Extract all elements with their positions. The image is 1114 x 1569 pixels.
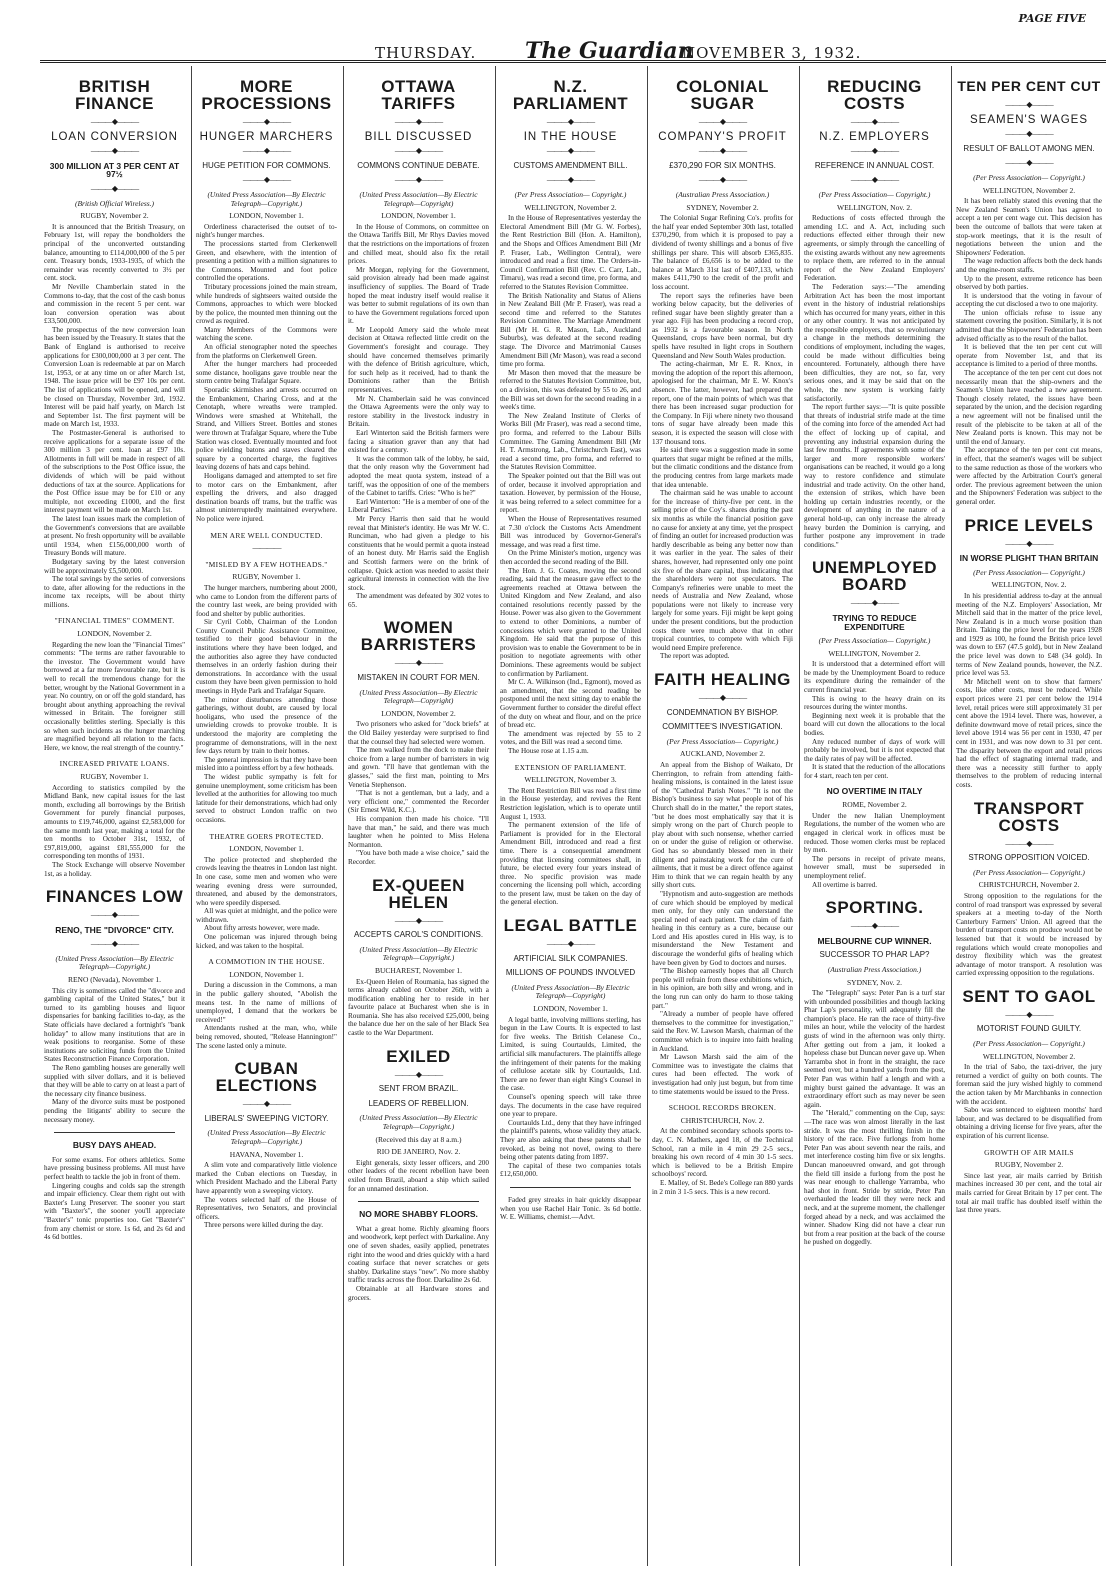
article-paragraph: At the combined secondary schools sports to-day, C. N. Mathers, aged 18, of the Technical School, ran a mile in 4 min 29 2-5 secs., breaking his own record of 4 min 30 1-5 secs. which is believed to be a British Empire schoolboys' record.: [652, 1127, 793, 1179]
article-paragraph: A legal battle, involving millions sterling, has begun in the Law Courts. It is expected to last for five weeks. The British Celanese Co., Limited, is suing Courtaulds, Limited, the artificial silk manufacturers. The plaintiffs allege the infringement of their patents for the making of cellulose acetate silk by Courtaulds, Ltd. There are no fewer than eight King's Counsel in the case.: [500, 1015, 641, 1093]
column-divider: [951, 66, 952, 1566]
article-subheading: TRYING TO REDUCE EXPENDITURE: [832, 612, 917, 632]
ornament-rule: ———◆———: [546, 117, 595, 126]
article-paragraph: Reductions of costs effected through the amending I.C. and A. Act, including such reductions effected either through their new agreements, or simply through the cancelling of the existing awards without any new agreements to replace them, are referred to in the annual report of the New Zealand Employers' Federation.: [804, 214, 945, 283]
dateline: WELLINGTON, November 2.: [982, 1051, 1076, 1061]
column-5: [652, 68, 793, 1563]
article-paragraph: The minor disturbances attending those gatherings, without doubt, are caused by local hooligans, who used the presence of the unwielding crowds to provoke trouble. It is understood the majority are completing the programme of demonstrations, will in the next few days return by train to their homes.: [196, 695, 337, 756]
article-subheading: LIBERALS' SWEEPING VICTORY.: [204, 1113, 329, 1123]
dateline: AUCKLAND, November 2.: [680, 749, 765, 759]
article-paragraph: "Hypnotism and auto-suggestion are methods of cure which should be employed by medical men only, for they only can understand the special need of each patient. The claim of faith healing in this century as a cure, because our Lord and His apostles cured in His way, is to misunderstand the New Testament and discourage the wonderful gifts of healing which have been given by God to doctors and nurses.: [652, 889, 793, 967]
article-paragraph: The report further says:—"It is quite possible that threats of industrial strife made at the time of the coming into force of the amended Act had the effect of locking up of capital, and preventing any industrial expansion during the last few months. If agreements with some of the larger and more responsible workers' organisations can be reached, it would go a long way to restore confidence and stimulate industrial and trade activity. On the other hand, the extension of strikes, which have been holding up certain industries recently, or the development of anything in the nature of a general hold-up, can only increase the already heavy burden the Dominion is carrying, and further postpone any improvement in trade conditions.": [804, 403, 945, 549]
article-headline: REDUCING COSTS: [827, 77, 922, 113]
ornament-rule: ———◆———: [90, 117, 139, 126]
article-paragraph: What a great home. Richly gleaming floors and woodwork, kept perfect with Darkaline. Any one of seven shades, easily applied, penetrates right into the wood and dries quickly with a hard coating surface that never scratches or gets shabby. Darkaline stays "new". No more shabby traffic tracks across the floor. Darkaline 2s 6d.: [348, 1224, 489, 1285]
article-paragraph: Mr N. Chamberlain said he was convinced the Ottawa Agreements were the only way to restore stability in the livestock industry in Britain.: [348, 394, 489, 429]
article-paragraph: The acceptance of the ten per cent cut does not necessarily mean that the ship-owners and the Seamen's Union have reached a new agreement. Though closely related, the issues have been separated by the union, and the decision regarding a new agreement will not be finalised until the result of the plebiscite to be taken at all of the New Zealand ports is known. This may not be until the end of January.: [956, 369, 1102, 446]
article-subheading: NO MORE SHABBY FLOORS.: [359, 1209, 478, 1220]
dateline: LONDON, November 1.: [381, 211, 456, 221]
article-paragraph: Ex-Queen Helen of Roumania, has signed the terms already cabled on October 26th, with a modification enabling her to reside in her favourite palace at Bucharest when she is in Roumania. She has also received £25,000, being the balance due her on the sale of her Black Sea castle to the War Department.: [348, 977, 489, 1038]
article-paragraph: "You have both made a wise choice," said the Recorder.: [348, 849, 489, 866]
article-paragraph: Budgetary saving by the latest conversion will be approximately £5,500,000.: [44, 557, 185, 575]
article-paragraph: Mr Percy Harris then said that he would reveal that Minister's identity. He was Mr W. C. Runciman, who had given a pledge to his constituents that he would permit a quota instead of an honest duty. Mr Harris said the English and Scottish farmers were on the brink of collapse. Quick action was needed to assist their agricultural interests in connection with the live stock.: [348, 514, 489, 592]
article-headline: UNEMPLOYED BOARD: [812, 558, 937, 595]
dateline: WELLINGTON, November 3.: [524, 775, 617, 785]
press-credit: (United Press Association—By Electric Telegraph—Copyright.): [359, 944, 478, 963]
ornament-rule: ———◆———: [242, 117, 291, 126]
dateline: SYDNEY, Nov. 2.: [846, 977, 902, 987]
article-paragraph: When the House of Representatives resumed at 7.30 o'clock the Customs Acts Amendment Bill was introduced by Governor-General's message, and was read a first time.: [500, 514, 641, 549]
dateline: RUGBY, November 1.: [232, 572, 301, 582]
article-subheading: COMMITTEE'S INVESTIGATION.: [662, 722, 783, 732]
article-subheading: SUCCESSOR TO PHAR LAP?: [819, 950, 930, 960]
article-paragraph: Eight generals, sixty lesser officers, and 200 other leaders of the recent rebellion have been exiled from Brazil, aboard a ship which sailed for an unnamed destination.: [348, 1158, 489, 1193]
article-paragraph: Sporadic skirmishes and arrests occurred on the Embankment, Charing Cross, and at the Cenotaph, where wreaths were trampled. Windows were smashed at Whitehall, the Strand, and Villiers Street. Bottles and stones were thrown at Trafalgar Square, where the Tube Station was closed. Eventually mounted and foot police wielding batons and staves cleared the square by a concerted charge, the fugitives leaving dozens of hats and caps behind.: [196, 386, 337, 472]
ornament-rule: ———◆———: [698, 146, 747, 156]
article-paragraph: "That is not a gentleman, but a lady, and a very efficient one," commented the Recorder (Sir Ernest Wild, K.C.).: [348, 789, 489, 815]
article-subheading: BILL DISCUSSED: [364, 130, 473, 143]
press-credit: (United Press Association—By Electric Telegraph—Copyright): [359, 189, 478, 208]
article-subheading: LOAN CONVERSION: [51, 130, 178, 143]
article-paragraph: Two prisoners who asked for "dock briefs" at the Old Bailey yesterday were surprised to find that the counsel they had selected were women.: [348, 720, 489, 746]
press-credit: (Per Press Association— Copyright.): [973, 567, 1085, 577]
article-paragraph: Hooligans damaged and attempted to set fire to motor cars on the Embankment, after expelling the drivers, and also dragged destination boards off trams, but the traffic was almost uninterruptedly maintained everywhere. No police were injured.: [196, 471, 337, 523]
article-paragraph: Mr Morgan, replying for the Government, said provision already had been made against insufficiency of supplies. The Board of Trade hoped the meat industry itself would realise it was better to submit regulations of its own than to have the Government regulations forced upon it.: [348, 265, 489, 326]
article-paragraph: Many Members of the Commons were watching the scene.: [196, 325, 337, 343]
press-credit: (United Press Association—By Electric Telegraph—Copyright): [359, 687, 478, 706]
ornament-rule: ———◆———: [1005, 129, 1053, 139]
dateline: RUGBY, November 2.: [80, 211, 149, 221]
dateline: CHRISTCHURCH, Nov. 2.: [680, 1115, 765, 1125]
article-paragraph: "The Bishop earnestly hopes that all Church people will refrain from these exhibitions which, in his opinion, are both silly and wrong, and in the long run can only do harm to those taking part.": [652, 967, 793, 1010]
article-paragraph: Strong opposition to the regulations for the control of road transport was expressed by several speakers at a meeting to-day of the North Canterbury Farmers' Union. All agreed that the burden of transport costs on produce would not be lessened but that it would be increased by regulations which would create monopolies and destroy flexibility which was the greatest advantage of motor transport. A resolution was carried expressing opposition to the regulations.: [956, 891, 1102, 978]
article-subheading: HUGE PETITION FOR COMMONS.: [202, 160, 331, 170]
article-paragraph: The capital of these two companies totals £12,650,000.: [500, 1161, 641, 1179]
ornament-rule: ———◆———: [1005, 158, 1053, 168]
article-paragraph: The general impression is that they have been misled into a pointless effort by a few hotheads.: [196, 755, 337, 773]
ornament-rule: ———◆———: [242, 175, 291, 185]
article-paragraph: According to statistics compiled by the Midland Bank, new capital issues for the last month, excluding all borrowings by the British Government for purely financial purposes, amounts to £19,746,000, against £2,583,000 for the same month last year, making a total for the ten months to October 31st, 1932, of £97,819,000, against £81,555,000 for the corresponding ten months of 1931.: [44, 783, 185, 861]
article-paragraph: Any reduced number of days of work will probably be involved, but it is not expected that the daily rates of pay will be affected.: [804, 737, 945, 763]
ornament-rule: ———◆———: [850, 175, 899, 185]
article-headline: TRANSPORT COSTS: [973, 798, 1085, 835]
article-paragraph: Mr Mitchell went on to show that farmers' costs, like other costs, must be reduced. While export prices were 21 per cent below the 1914 level, retail prices were still approximately 31 per cent above the 1914 level. There was, however, a definite downward move of retail prices, since the level above 1914 was 56 per cent in 1930, 47 per cent in 1931, and was now down to 31 per cent. The disparity between the export and retail prices had the effect of stagnating internal trade, and there was a necessity still further to apply themselves to the problem of reducing internal costs.: [956, 677, 1102, 789]
article-headline: N.Z. PARLIAMENT: [512, 77, 629, 113]
article-headline: TEN PER CENT CUT: [957, 78, 1101, 94]
divider: [358, 1201, 479, 1202]
article-subheading: MOTORIST FOUND GUILTY.: [976, 1024, 1082, 1034]
article-headline: OTTAWA TARIFFS: [381, 77, 456, 113]
article-paragraph: It is stated that the reduction of the allocations for 4 start, reach ten per cent.: [804, 763, 945, 780]
dateline: (Received this day at 8 a.m.): [375, 1134, 462, 1144]
press-credit: (Per Press Association— Copyright.): [818, 189, 931, 199]
article-paragraph: For some exams. For others athletics. Some have pressing business problems. All must have perfect health to tackle the job in front of them.: [44, 1155, 185, 1181]
article-paragraph: Mr Mason then moved that the measure be referred to the Statutes Revision Committee, but, on a division, this was defeated by 55 to 26, and the Bill was set down for the second reading in a week's time.: [500, 368, 641, 412]
article-paragraph: The Postmaster-General is authorised to receive applications for a separate issue of the 300 million 3 per cent. loan at £97 10s. Allotments in full will be made in respect of all of the subscriptions to the Post Office issue, the dividends of which will be paid without deductions of tax at the source. Applications for the Post Office issue may be for £10 or any multiple, not exceeding £1000, and the first interest payment will be made on March 1st.: [44, 429, 185, 515]
article-paragraph: The latest loan issues mark the completion of the Government's conversions that are available at present. No fresh opportunity will be available until 1934, when £156,000,000 worth of Treasury Bonds will mature.: [44, 514, 185, 558]
article-headline: PRICE LEVELS: [964, 515, 1094, 535]
article-subheading: NO OVERTIME IN ITALY: [826, 785, 923, 796]
ornament-rule: ———◆———: [242, 146, 291, 156]
article-paragraph: The permanent extension of the life of Parliament is provided for in the Electoral Amendment Bill, introduced and read a first time. There is a consequential amendment providing that licensing committees shall, in future, be elected every four years instead of three. No specific provision was made concerning the licensing poll which, according to the present law, must be taken on the day of the general election.: [500, 821, 641, 907]
section-heading: SCHOOL RECORDS BROKEN.: [668, 1103, 777, 1113]
article-paragraph: The Stock Exchange will observe November 1st, as a holiday.: [44, 860, 185, 878]
article-paragraph: The acting-chairman, Mr E. R. Knox, in moving the adoption of the report this afternoon, apologised for the chairman, Mr E. W. Knox's absence. The latter, however, had prepared the report, one of the main points of which was that there has been increased sugar production for the Company. In Fiji where ninety two thousand tons of sugar have already been made this season, it is expected the season will close with 137 thousand tons.: [652, 360, 793, 446]
dateline: RUGBY, November 1.: [80, 771, 149, 781]
dateline: LONDON, November 1.: [229, 211, 304, 221]
article-paragraph: The Colonial Sugar Refining Co's. profits for the half year ended September 30th last, totalled £370,290, from which it is proposed to pay a dividend of twenty shillings and a bonus of five shillings per share. This will absorb £365,835. The balance of £6,656 is to be added to the balance at March 31st last of £407,133, which makes £411,790 to the credit of the profit and loss account.: [652, 214, 793, 291]
dateline: CHRISTCHURCH, November 2.: [978, 880, 1080, 890]
dateline: RUGBY, November 2.: [994, 1160, 1064, 1170]
article-paragraph: Earl Winterton: "He is a member of one of the Liberal Parties.": [348, 497, 489, 515]
column-divider: [343, 66, 344, 1566]
section-heading: EXTENSION OF PARLIAMENT.: [514, 762, 627, 772]
press-credit: (Australian Press Association.): [827, 964, 922, 974]
press-credit: (Per Press Association— Copyright.): [666, 736, 779, 746]
dateline: WELLINGTON, Nov. 2.: [991, 580, 1067, 590]
article-paragraph: He said there was a suggestion made in some quarters that sugar might be refined at the mills, but the climatic conditions and the distance from the producing centres from large markets made that idea untenable.: [652, 446, 793, 489]
article-paragraph: The acceptance of the ten per cent cut means, in effect, that the seamen's wages will be subject to the same reduction as those of the workers who were affected by the Arbitration Court's general order. The previous agreement between the union and the Shipowners' Federation was subject to the general order.: [956, 446, 1102, 506]
article-paragraph: Three persons were killed during the day.: [204, 1221, 324, 1230]
article-paragraph: An official stenographer noted the speeches from the platforms on Clerkenwell Green.: [196, 343, 337, 360]
dateline: ROME, November 2.: [842, 800, 907, 810]
article-paragraph: Mr Lawson Marsh said the aim of the Committee was to investigate the claims that cures had been effected. The work of investigation had only just begun, but from time to time statements would be issued to the Press.: [652, 1053, 793, 1096]
ornament-rule: ———◆———: [394, 117, 443, 126]
press-credit: (Per Press Association— Copyright.): [514, 189, 627, 199]
column-3: [348, 68, 489, 1563]
ornament-rule: ———◆———: [1005, 1009, 1053, 1019]
article-subheading: MELBOURNE CUP WINNER.: [817, 935, 932, 946]
article-paragraph: E. Malley, of St. Bede's College ran 880 yards in 2 min 3 1-5 secs. This is a new record.: [652, 1178, 793, 1196]
article-subheading: CONDEMNATION BY BISHOP.: [666, 707, 779, 717]
article-paragraph: The chairman said he was unable to account for the increase of thirty-five per cent. in the selling price of the Coy's. shares during the past six months as while the financial position gave no cause for anxiety at any time, yet the prospect of finding an outlet for increased production was hardly describable as being any better now than it was earlier in the year. The sales of their shares, however, had represented only one point six five of the share capital, thus indicating that the shareholders were not speculators. The Company's refineries were unable to meet the needs of Australia and New Zealand, whose populations were not likely to increase very largely for some years. Fiji might be kept going under the present conditions, but the production costs there were much above that in other tropical countries, to compete with which Fiji would need Empire preference.: [652, 489, 793, 652]
article-paragraph: Mr Leopold Amery said the whole meat decision at Ottawa reflected little credit on the Government's foresight and courage. They should have concerned themselves primarily with the defence of British agriculture, which, for such help as it received, had to thank the Dominions rather than the British representatives.: [348, 325, 489, 395]
newspaper-title: The Guardian: [525, 38, 694, 64]
article-paragraph: Beginning next week it is probable that the board will cut down the allocations to the local bodies.: [804, 711, 945, 738]
article-paragraph: It was the common talk of the lobby, he said, that the only reason why the Government had adopted the meat quota system, instead of a tariff, was the opposition of one of the members of the Cabinet to tariffs. Cries: "Who is he?": [348, 454, 489, 498]
article-paragraph: The wage reduction affects both the deck hands and the engine-room staffs.: [956, 257, 1102, 274]
dateline: LONDON, November 2.: [381, 708, 456, 718]
column-divider: [495, 66, 496, 1566]
article-paragraph: Regarding the new loan the "Financial Times" comments: "The terms are rather favourable to the investor. The Government would have borrowed at a far more favourable rate, but it is well to recall the tremendous change for the better, wrought by the National Government in a year. No country, on or off the gold standard, has brought about anything approaching the revival witnessed in Britain. The foreigner still occasionally belittles sterling. Specially is this so when such incidents as the hunger marching are magnified beyond all relation to the facts. Here, we know, the real strength of the country.": [44, 640, 185, 752]
article-subheading: HUNGER MARCHERS: [199, 130, 334, 143]
article-paragraph: All was quiet at midnight, and the police were withdrawn.: [196, 907, 337, 924]
article-subheading: IN THE HOUSE: [523, 130, 618, 143]
article-paragraph: The persons in receipt of private means, however small, must be superseded in unemployment relief.: [804, 854, 945, 880]
issue-date: NOVEMBER 3, 1932.: [682, 44, 862, 62]
article-paragraph: In the trial of Sabo, the taxi-driver, the jury returned a verdict of guilty on both counts. The foreman said the jury wished highly to commend the action taken by Mr Marchbanks in connection with the accident.: [956, 1063, 1102, 1106]
ornament-rule: ———◆———: [1005, 538, 1053, 548]
article-paragraph: The Reno gambling houses are generally well supplied with silver dollars, and it is believed that they will be able to carry on at least a part of the necessary city finance business.: [44, 1064, 185, 1098]
press-credit: (United Press Association—By Electric Telegraph—Copyright.): [207, 189, 326, 208]
press-credit: (British Official Wireless.): [74, 198, 155, 208]
article-paragraph: It has been reliably stated this evening that the New Zealand Seamen's Union has agreed to accept a ten per cent wage cut. This decision has been the outcome of ballots that were taken at stop-work meetings, that it is the result of negotiations between the union and the Shipowners' Federation.: [956, 197, 1102, 257]
ornament-rule: ———◆———: [90, 939, 139, 949]
article-paragraph: This city is sometimes called the "divorce and gambling capital of the United States," but it turned to its gambling houses and liquor dispensaries for banking facilities to-day, as the State officials have declared a fortnight's "bank holiday" to allow many institutions that are in weak positions to reorganise. Some of these institutions are soliciting funds from the United States Reconstruction Finance Corporation.: [44, 986, 185, 1064]
article-paragraph: The New Zealand Institute of Clerks of Works Bill (Mr Fraser), was read a second time, pro forma, and referred to the Labour Bills Committee. The Gaming Amendment Bill (Mr H. T. Armstrong, Lab., Christchurch East), was read a second time, pro forma, and referred to the Statutes Revision Committee.: [500, 411, 641, 472]
ornament-rule: ———◆———: [90, 146, 139, 156]
column-2: [196, 68, 337, 1563]
article-paragraph: The report says the refineries have been working below capacity, but the deliveries of refined sugar have been slightly greater than a year ago. Fiji has been producing a record crop, as 1932 is a favourable season. In North Queensland, crops have been normal, but dry spells have resulted in light crops in Southern Queensland and New South Wales production.: [652, 291, 793, 360]
article-paragraph: Orderliness characterised the outset of to-night's hunger marches.: [196, 222, 337, 240]
article-paragraph: The processions started from Clerkenwell Green, and elsewhere, with the intention of presenting a petition with a million signatures to the Commons. Mounted and foot police controlled the operations.: [196, 239, 337, 283]
dateline: LONDON, November 2.: [77, 629, 152, 639]
dateline: BUCHAREST, November 1.: [375, 965, 462, 975]
article-paragraph: The men walked from the dock to make their choice from a large number of barristers in wig and gown. "I'll have that gentleman with the glasses," said the first man, pointing to Mrs Venetia Stephenson.: [348, 746, 489, 789]
dateline: LONDON, November 1.: [533, 1004, 608, 1014]
article-paragraph: It is announced that the British Treasury, on February 1st, will repay the bondholders the principal of the unconverted outstanding balance, amounting to £114,000,000 of the 5 per cent. Treasury bonds, 1933-1935, of which the remainder was recently converted to 3½ per cent. stock.: [44, 222, 185, 283]
press-credit: (Per Press Association— Copyright.): [818, 636, 931, 646]
article-paragraph: The prospectus of the new conversion loan has been issued by the Treasury. It states that the Bank of England is authorised to receive applications for £300,000,000 at 3 per cent. The Conversion Loan is redeemable at par on March 1st, 1953, or at any time on or after March 1st, 1948. The issue price will be £97 10s per cent. The list of applications will be opened, and will be closed on Thursday, November 3rd, 1932. Interest will be paid half yearly, on March 1st and September 1st. The first payment will be made on March 1st, 1933.: [44, 325, 185, 429]
dateline: WELLINGTON, November 2.: [524, 202, 617, 212]
page-number: PAGE FIVE: [1018, 12, 1086, 25]
issue-day: THURSDAY.: [375, 44, 477, 62]
article-headline: FAITH HEALING: [654, 670, 791, 690]
ornament-rule: ———◆———: [90, 910, 139, 920]
ornament-rule: ———◆———: [546, 939, 595, 949]
article-headline: LEGAL BATTLE: [503, 916, 638, 936]
article-subheading: £370,290 FOR SIX MONTHS.: [669, 160, 776, 170]
dateline: RENO (Nevada), November 1.: [67, 975, 162, 985]
section-heading: INCREASED PRIVATE LOANS.: [59, 759, 170, 769]
press-credit: (Per Press Association— Copyright.): [973, 1039, 1085, 1049]
article-paragraph: The voters selected half of the House of Representatives, two Senators, and provincial officers.: [196, 1195, 337, 1221]
press-credit: (United Press Association—By Electric Telegraph—Copyright.): [55, 953, 174, 972]
section-heading: THEATRE GOERS PROTECTED.: [209, 831, 324, 841]
article-paragraph: Mr C. A. Wilkinson (Ind., Egmont), moved as an amendment, that the second reading be postponed until the next sitting day to enable the Government further to consider the direful effect of the duty on wheat and flour, and on the price of bread etc.: [500, 678, 641, 730]
article-paragraph: The police protected and shepherded the crowds leaving the theatres in London last night. In one case, some men and women who were wearing evening dress were surrounded, threatened, and abused by the demonstrators, who were speedily dispersed.: [196, 855, 337, 907]
article-paragraph: It is understood that a determined effort will be made by the Unemployment Board to reduce its expenditure during the remainder of the current financial year.: [804, 660, 945, 695]
article-paragraph: Under the new Italian Unemployment Regulations, the number of the women who are engaged in clerical work in offices must be reduced. Those women clerks must be replaced by men.: [804, 811, 945, 855]
article-paragraph: The amendment was rejected by 55 to 2 votes, and the Bill was read a second time.: [500, 729, 641, 747]
article-paragraph: The Federation says:—"The amending Arbitration Act has been the most important event in the history of industrial relationships which has occurred for many years, either in this or any other country. It was not anticipated by the responsible employers, that so revolutionary a change in the methods determining the conditions of employment, including the wages, could be made without difficulties being encountered. Fortunately, although there have been difficulties, they are not, so far, very serious ones, and it may be said that on the whole, the new system is working fairly satisfactorily.: [804, 282, 945, 403]
article-paragraph: It is believed that the ten per cent cut will operate from November 1st, and that its acceptance is limited to a period of three months.: [956, 343, 1102, 369]
ornament-rule: ———◆———: [698, 175, 747, 185]
dateline: WELLINGTON, Nov. 2.: [837, 202, 912, 212]
article-subheading: COMMONS CONTINUE DEBATE.: [357, 160, 480, 170]
dateline: LONDON, November 1.: [229, 969, 304, 979]
article-subheading: ACCEPTS CAROL'S CONDITIONS.: [353, 930, 484, 940]
article-headline: COLONIAL SUGAR: [676, 77, 769, 113]
article-headline: MORE PROCESSIONS: [201, 77, 332, 113]
article-paragraph: The total savings by the series of conversions to date, after allowing for the reductions in the income tax receipts, will be about thirty millions.: [44, 575, 185, 609]
column-divider: [191, 66, 192, 1566]
article-paragraph: The hunger marchers, numbering about 2000, who came to London from the different parts of the country last week, are being provided with food and shelter by public authorities.: [196, 583, 337, 618]
ornament-rule: ———◆———: [394, 1069, 443, 1079]
section-heading: "MISLED BY A FEW HOTHEADS.": [205, 559, 328, 569]
article-headline: SENT TO GAOL: [962, 986, 1096, 1006]
ornament-rule: ———◆———: [850, 598, 899, 608]
press-credit: (Australian Press Association.): [675, 189, 770, 199]
press-credit: (Per Press Association— Copyright.): [973, 867, 1085, 877]
column-4: [500, 68, 641, 1563]
section-heading: "FINANCIAL TIMES" COMMENT.: [54, 616, 175, 626]
article-subheading: ARTIFICIAL SILK COMPANIES.: [513, 953, 628, 963]
ornament-rule: ———◆———: [850, 146, 899, 156]
article-paragraph: During a discussion in the Commons, a man in the public gallery shouted, "Abolish the means test. In the name of millions of unemployed, I demand that the workers be received!": [196, 981, 337, 1024]
ornament-rule: ———◆———: [90, 183, 139, 193]
article-subheading: CUSTOMS AMENDMENT BILL.: [513, 160, 628, 170]
article-paragraph: The House rose at 1.15 a.m.: [508, 746, 589, 755]
article-paragraph: Many of the divorce suits must be postponed pending the litigants' ability to secure the necessary money.: [44, 1098, 185, 1124]
article-paragraph: The "Telegraph" says: Peter Pan is a turf star with unbounded possibilities and though lacking Phar Lap's personality, will adequately fill the champion's place. He ran the race of thirty-five miles an hour, while the velocity of the hardest gusts of wind in the afternoon was only thirty. After getting out from a jam, it looked a hopeless chase but Duncan never gave up. When Yarramba shot in front in the straight, the race seemed over, but a hundred yards from the post, Peter Pan was within half a length and with a mighty burst gained the advantage. It was an extraordinary effort such as may never be seen again.: [804, 989, 945, 1109]
article-paragraph: Counsel's opening speech will take three days. The documents in the case have required one year to prepare.: [500, 1092, 641, 1119]
article-subheading: RESULT OF BALLOT AMONG MEN.: [963, 143, 1095, 153]
article-paragraph: The British Nationality and Status of Aliens in New Zealand Bill (Mr P. Fraser), was read a second time and referred to the Statutes Revision Committee. The Marriage Amendment Bill (Mr H. G. R. Mason, Lab., Auckland Suburbs), was defeated at the second reading stage. The Divorce and Matrimonial Causes Amendment Bill (Mr Mason), was read a second time pro forma.: [500, 291, 641, 369]
article-subheading: SEAMEN'S WAGES: [969, 113, 1088, 126]
ornament-rule: ———◆———: [698, 117, 747, 126]
ornament-rule: ————: [252, 543, 281, 553]
article-subheading: STRONG OPPOSITION VOICED.: [968, 853, 1090, 863]
article-paragraph: Faded grey streaks in hair quickly disappear when you use Rachel Hair Tonic. 3s 6d bottle. W. E. Williams, chemist.—Advt.: [500, 1195, 641, 1222]
divider: [54, 1132, 175, 1133]
press-credit: (Per Press Association— Copyright.): [973, 172, 1085, 182]
article-subheading: RENO, THE "DIVORCE" CITY.: [55, 924, 174, 935]
article-subheading: REFERENCE IN ANNUAL COST.: [814, 160, 935, 170]
article-paragraph: The Rent Restriction Bill was read a first time in the House yesterday, and revives the Rent Restriction legislation, which is to operate until August 1, 1933.: [500, 786, 641, 821]
press-credit: (United Press Association—By Electric Telegraph—Copyright): [511, 982, 630, 1001]
column-divider: [647, 66, 648, 1566]
article-paragraph: The amendment was defeated by 302 votes to 65.: [348, 592, 489, 609]
article-paragraph: Lingering coughs and colds sap the strength and impair efficiency. Clear them right out with Baxter's Lung Preserver. The sooner you start with "Baxter's", the sooner you'll appreciate "Baxter's" tonic properties too. Get "Baxter's" from any chemist or store. 1s 6d, and 2s 6d and 4s 6d bottles.: [44, 1181, 185, 1242]
ornament-rule: ———◆———: [1005, 100, 1053, 109]
dateline: WELLINGTON, November 2.: [982, 185, 1076, 195]
ornament-rule: ———◆———: [546, 146, 595, 156]
ornament-rule: ———◆———: [850, 117, 899, 126]
article-headline: EX-QUEEN HELEN: [372, 875, 465, 912]
article-paragraph: Mr Neville Chamberlain stated in the Commons to-day, that the cost of the cash bonus and commission in the recent 5 per cent. war loan conversion operation was about £33,500,000.: [44, 282, 185, 326]
article-subheading: N.Z. EMPLOYERS: [819, 130, 930, 143]
dateline: WELLINGTON, November 2.: [828, 648, 921, 658]
article-paragraph: Sir Cyril Cobb, Chairman of the London County Council Public Assistance Committee, testified to their good behaviour in the institutions where they have been lodged, and the authorities also agree they have conducted themselves in an orderly fashion during their demonstrations. In accordance with the usual custom they have been given permission to hold meetings in Hyde Park and Trafalgar Square.: [196, 618, 337, 696]
masthead: [20, 8, 1106, 68]
article-paragraph: An appeal from the Bishop of Waikato, Dr Cherrington, to refrain from attending faith-healing missions, is contained in the latest issue of the "Cathedral Parish Notes." "It is not the Bishop's business to say what people not of his Church shall do in the matter," the report states, "but he does most emphatically say that it is simply wrong on the part of Church people to play about with such nonsense, whether carried on or under the guise of religion or otherwise. God has so abundantly blessed men in their diligent and painstaking work for the cure of ailments, that it must be a direct offence against Him to think that we can regain health by any silly short cuts.: [652, 761, 793, 890]
ornament-rule: ———◆———: [698, 693, 747, 703]
dateline: HAVANA, November 1.: [229, 1149, 304, 1159]
article-paragraph: Since last year, air mails carried by British machines increased 30 per cent, and the total air mails carried for Great Britain by 17 per cent. The total air mail traffic has doubled itself within the last three years.: [956, 1171, 1102, 1215]
ornament-rule: ———◆———: [394, 915, 443, 925]
article-paragraph: Attendants rushed at the man, who, while being removed, shouted, "Release Hannington!" The scene lasted only a minute.: [196, 1024, 337, 1050]
article-paragraph: Sabo was sentenced to eighteen months' hard labour, and was declared to be disqualified from obtaining a driving license for five years, after the expiration of his current license.: [956, 1106, 1102, 1140]
article-paragraph: The widest public sympathy is felt for genuine unemployment, some criticism has been levelled at the authorities for allowing too much latitude for their demonstrations, which had only served to obstruct London traffic on two occasions.: [196, 772, 337, 824]
ornament-rule: ———◆———: [394, 658, 443, 668]
ornament-rule: ———◆———: [1005, 838, 1053, 848]
article-paragraph: The report was adopted.: [660, 652, 730, 661]
article-paragraph: Courtaulds Ltd., deny that they have infringed the plaintiff's patents, whose validity they attack. They are also asking that these patents shall be revoked, as being not novel, owing to there being other patents dating from 1897.: [500, 1118, 641, 1162]
divider: [510, 1187, 631, 1188]
article-subheading: MILLIONS OF POUNDS INVOLVED: [505, 968, 636, 978]
article-headline: FINANCES LOW: [45, 887, 184, 907]
dateline: LONDON, November 1.: [229, 844, 304, 854]
ornament-rule: ———◆———: [394, 146, 443, 156]
article-subheading: 300 MILLION AT 3 PER CENT AT 97½: [49, 160, 180, 180]
article-paragraph: The union officials refuse to issue any statement covering the position. Similarly, it is not admitted that the Shipowners' Federation has been advised officially as to the result of the ballot.: [956, 308, 1102, 343]
press-credit: (United Press Association—By Electric Telegraph—Copyright.): [359, 1113, 478, 1132]
article-paragraph: A slim vote and comparatively little violence marked the Cuban elections on Tuesday, in which President Machado and the Liberal Party have apparently won a sweeping victory.: [196, 1161, 337, 1195]
article-subheading: IN WORSE PLIGHT THAN BRITAIN: [959, 553, 1099, 564]
masthead-rule: [40, 60, 1106, 63]
article-paragraph: The Speaker pointed out that the Bill was out of order, because it involved appropriation and taxation. However, by permission of the House, it was being referred to a select committee for a report.: [500, 471, 641, 515]
article-paragraph: In the House of Commons, on committee on the Ottawa Tariffs Bill, Mr Rhys Davies moved that the restrictions on the importations of frozen and chilled meat, should also fix the retail prices.: [348, 222, 489, 266]
press-credit: (United Press Association—By Electric Telegraph—Copyright.): [207, 1128, 326, 1146]
article-subheading: MISTAKEN IN COURT FOR MEN.: [357, 673, 480, 683]
ornament-rule: ———◆———: [394, 175, 443, 185]
article-paragraph: After the hunger marchers had proceeded some distance, hooligans gave trouble near the storm centre being Trafalgar Square.: [196, 360, 337, 386]
section-heading: A COMMOTION IN THE HOUSE.: [208, 957, 325, 967]
article-subheading: LEADERS OF REBELLION.: [368, 1098, 469, 1108]
article-subheading: BUSY DAYS AHEAD.: [72, 1140, 157, 1151]
section-heading: GROWTH OF AIR MAILS: [984, 1147, 1074, 1157]
column-6: [804, 68, 945, 1563]
article-paragraph: This is owing to the heavy drain on its resources during the winter months.: [804, 694, 945, 712]
article-paragraph: In his presidential address to-day at the annual meeting of the N.Z. Employers' Association, Mr Mitchell said that in the matter of the price level, New Zealand is in a much worse position than Britain. Taking the price level for the years 1928 and 1929 as 100, he found the British price level was down to £67 (47.5 gold), but in New Zealand the price level was down to £48 (34 gold). In terms of New Zealand pounds, however, the N.Z. price level was 53.: [956, 591, 1102, 678]
article-subheading: COMPANY'S PROFIT: [658, 130, 787, 143]
article-paragraph: Earl Winterton said the British farmers were facing a situation graver than any that had existed for a century.: [348, 429, 489, 455]
article-paragraph: Tributary processions joined the main stream, while hundreds of sightseers waited outside the Commons, approaches to which were blocked by the police, the mounted men thinning out the crowd as required.: [196, 282, 337, 326]
ornament-rule: ———◆———: [850, 921, 899, 931]
article-paragraph: In the House of Representatives yesterday the Electoral Amendment Bill (Mr G. W. Forbes), the Rent Restriction Bill (Hon. A. Hamilton), and the Shops and Offices Amendment Bill (Mr P. Fraser, Lab., Wellington Central), were introduced and read a first time. The Orders-in-Council Confirmation Bill (Rev. C. Carr, Lab., Timaru), was read a second time, pro forma, and referred to the Statutes Revision Committee.: [500, 214, 641, 291]
article-headline: EXILED: [386, 1046, 451, 1066]
article-headline: WOMEN BARRISTERS: [360, 618, 477, 655]
article-paragraph: All overtime is barred.: [812, 880, 878, 889]
article-headline: BRITISH FINANCE: [74, 77, 155, 113]
dateline: RIO DE JANEIRO, Nov. 2.: [376, 1147, 461, 1157]
ornament-rule: ———◆———: [242, 1099, 291, 1109]
article-paragraph: His companion then made his choice. "I'll have that man," he said, and there was much laughter when he pointed to Miss Helena Normanton.: [348, 814, 489, 849]
article-paragraph: The "Herald," commenting on the Cup, says:—The race was won almost literally in the last stride. It was the most thrilling finish in the history of the race. Five furlongs from home Peter Pan was about seventh near the rails, and met interference costing him five or six lengths. Duncan manoeuvred onward, and got through the field till inside a furlong from the post he was near enough to challenge Yarramba, who had shot in front. Stride by stride, Peter Pan overhauled the leader till they were neck and neck, and at the supreme moment, the challenger forged ahead by a neck, and was acclaimed the winner. Shadow King did not have a clear run but from a rear position at the back of the course he pushed on doggedly.: [804, 1109, 945, 1247]
article-paragraph: "Already a number of people have offered themselves to the committee for investigation," said the Rev. W. Lawson Marsh, chairman of the committee which is to inquire into faith healing in Auckland.: [652, 1010, 793, 1053]
article-paragraph: The Hon. J. G. Coates, moving the second reading, said that the measure gave effect to the agreements reached at Ottawa between the United Kingdom and New Zealand, and also contained resolutions recently passed by the House. Power was also given to the Government to extend to other Dominions, a number of concessions which were granted to the United Kingdom. He said that the purpose of this provision was to enable the Government to be in position to negotiate agreements with other Dominions. These agreements would be subject to confirmation by Parliament.: [500, 566, 641, 678]
article-paragraph: On the Prime Minister's motion, urgency was then accorded the second reading of the Bill.: [500, 549, 641, 566]
article-paragraph: It is understood that the voting in favour of accepting the cut disclosed a two to one majority.: [956, 291, 1102, 309]
article-paragraph: Up to the present, extreme reticence has been observed by both parties.: [956, 274, 1102, 292]
ornament-rule: ———◆———: [546, 175, 595, 185]
column-7: [956, 68, 1102, 1563]
section-heading: MEN ARE WELL CONDUCTED.: [210, 530, 323, 540]
article-subheading: SENT FROM BRAZIL.: [378, 1084, 459, 1094]
column-divider: [799, 66, 800, 1566]
column-1: [44, 68, 185, 1563]
article-paragraph: About fifty arrests however, were made.: [204, 924, 320, 933]
dateline: SYDNEY, November 2.: [686, 202, 759, 212]
article-headline: CUBAN ELECTIONS: [215, 1059, 318, 1096]
article-paragraph: One policeman was injured through being kicked, and was taken to the hospital.: [196, 933, 337, 950]
article-headline: SPORTING.: [825, 898, 924, 918]
article-paragraph: Obtainable at all Hardware stores and grocers.: [348, 1284, 489, 1302]
